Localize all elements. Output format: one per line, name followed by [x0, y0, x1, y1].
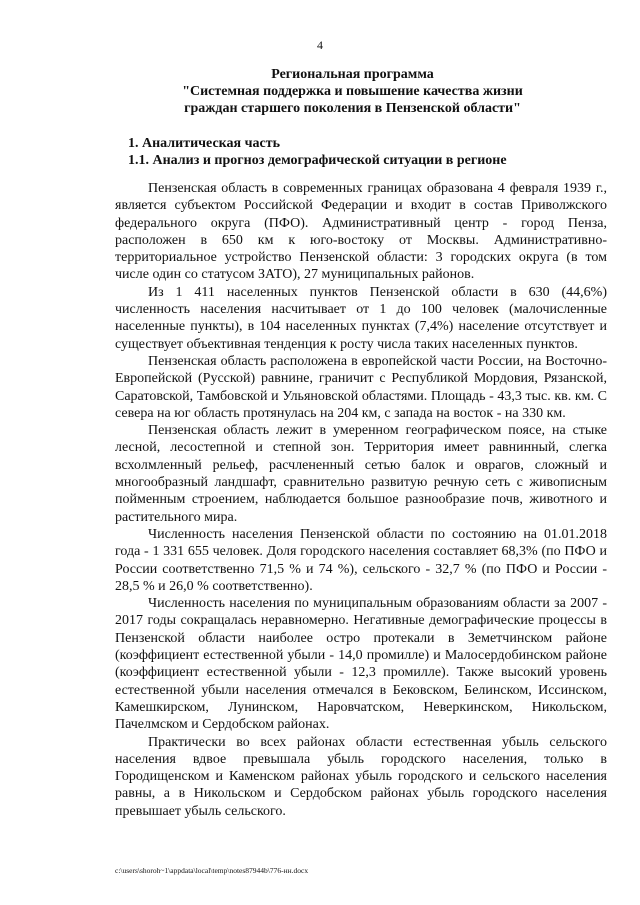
title-line-3: граждан старшего поколения в Пензенской области" — [184, 101, 521, 116]
paragraph-1: Пензенская область в современных границах образована 4 февраля 1939 г., является субъектом Российской Федерации и входит в состав Приволжского федерального округа (ПФО). Административный центр - город Пенза, расположен в 650 км к юго-востоку от Москвы. Административно-территориальное устройство Пензенской области: 3 городских округа (в том числе один со статусом ЗАТО), 27 муниципальных районов. — [115, 181, 607, 283]
section-heading: 1. Аналитическая часть — [128, 136, 280, 151]
paragraph-2: Из 1 411 населенных пунктов Пензенской области в 630 (44,6%) численность населения насчитывает от 1 до 100 человек (малочисленные населенные пункты), в 104 населенных пунктах (7,4%) население отсутствует и существует объективная тенденция к росту числа таких населенных пунктов. — [115, 284, 607, 352]
paragraph-5: Численность населения Пензенской области по состоянию на 01.01.2018 года - 1 331 655 человек. Доля городского населения составляет 68,3% (по ПФО и России соответственно 71,5 % и 74 %), сельского - 32,7 % (по ПФО и России - 28,5 % и 26,0 % соответственно). — [115, 526, 607, 594]
footer-file-path: c:\users\shoroh~1\appdata\local\temp\notes87944b\776-нн.docx — [115, 866, 309, 875]
paragraph-4: Пензенская область лежит в умеренном географическом поясе, на стыке лесной, лесостепной и степной зон. Территория имеет равнинный, слегка всхолмленный рельеф, расчлененный сетью балок и оврагов, сложный и многообразный ландшафт, сравнительно развитую речную сеть с живописным пойменным строением, наблюдается большое разнообразие почв, животного и растительного мира. — [115, 423, 607, 525]
document-title — [120, 66, 585, 117]
page-number: 4 — [317, 38, 323, 52]
subsection-heading: 1.1. Анализ и прогноз демографической ситуации в регионе — [128, 153, 507, 168]
paragraph-7: Практически во всех районах области естественная убыль сельского населения вдвое превышала убыль городского населения, только в Городищенском и Каменском районах убыль городского и сельского населения равны, а в Никольском и Сердобском районах убыль городского населения превышает убыль сельского. — [115, 734, 607, 819]
document-body — [115, 180, 607, 820]
paragraph-6: Численность населения по муниципальным образованиям области за 2007 - 2017 годы сокращалась неравномерно. Негативные демографические процессы в Пензенской области наиболее остро протекали в Земетчинском районе (коэффициент естественной убыли - 14,0 промилле) и Малосердобинском районе (коэффициент естественной убыли - 12,3 промилле). Также высокий уровень естественной убыли населения отмечался в Бековском, Белинском, Иссинском, Камешкирском, Лунинском, Наровчатском, Неверкинском, Никольском, Пачелмском и Сердобском районах. — [115, 596, 607, 733]
title-line-2: "Системная поддержка и повышение качества жизни — [182, 84, 523, 99]
title-line-1: Региональная программа — [271, 67, 434, 82]
paragraph-3: Пензенская область расположена в европейской части России, на Восточно-Европейской (Русской) равнине, граничит с Республикой Мордовия, Рязанской, Саратовской, Тамбовской и Ульяновской областями. Площадь - 43,3 тыс. кв. км. С севера на юг область протянулась на 204 км, с запада на восток - на 330 км. — [115, 353, 607, 421]
